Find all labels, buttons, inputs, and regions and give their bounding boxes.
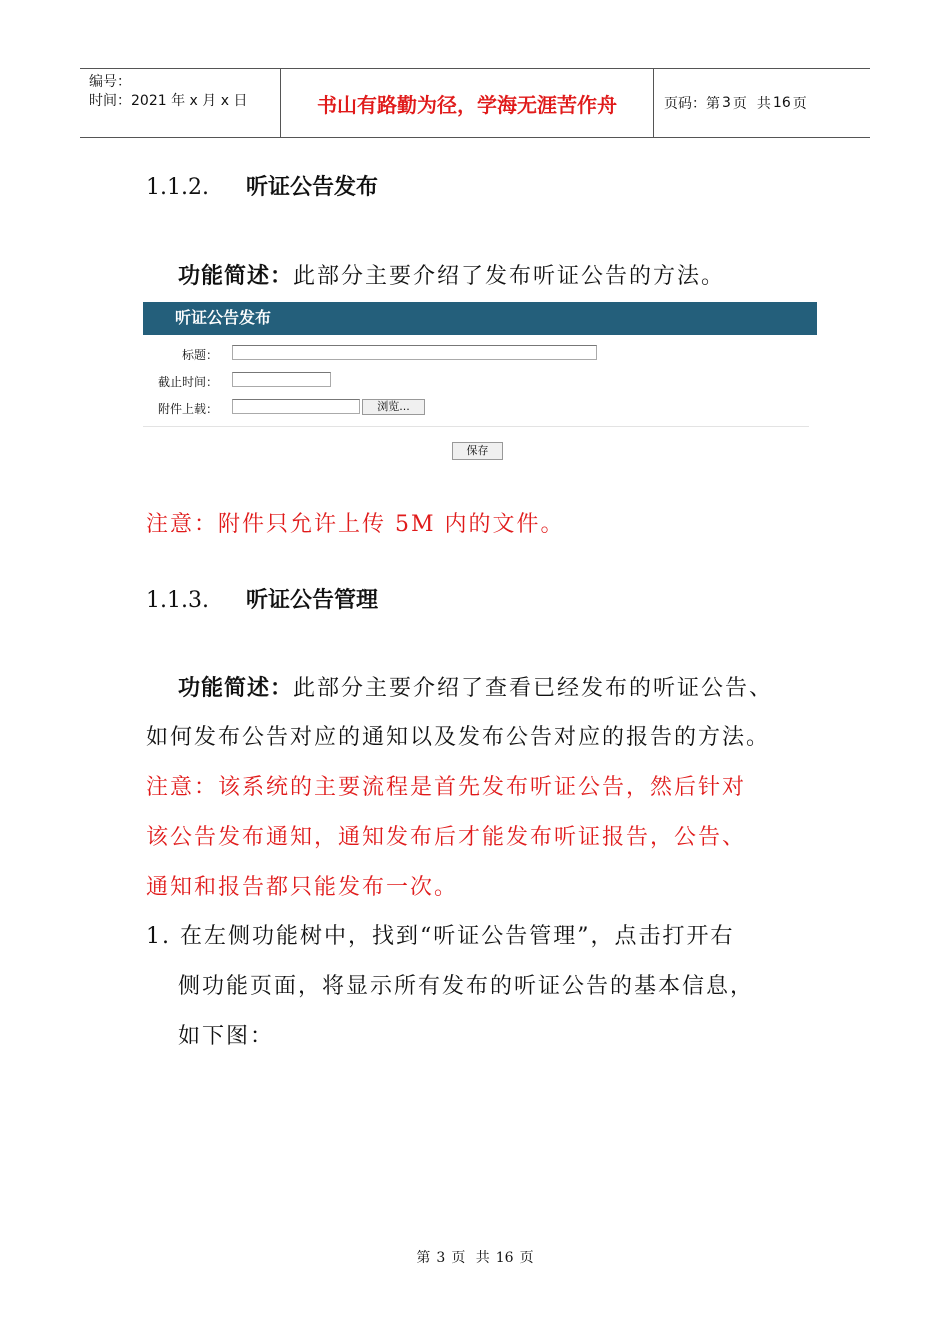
- page-label: 页码：第: [664, 96, 720, 112]
- attachment-note: 注意：附件只允许上传 5M 内的文件。: [146, 512, 565, 537]
- manage-description-line2: 如何发布公告对应的通知以及发布公告对应的报告的方法。: [146, 725, 771, 750]
- section-description: [178, 251, 725, 302]
- page-unit: 页: [732, 96, 747, 112]
- total-unit: 页: [792, 96, 807, 112]
- save-button[interactable]: 保存: [452, 442, 503, 460]
- section-title: 听证公告管理: [246, 587, 379, 613]
- number-label: 编号：: [89, 74, 131, 90]
- section-number: 1.1.2.: [146, 175, 209, 200]
- workflow-note-line1: 注意：该系统的主要流程是首先发布听证公告，然后针对: [146, 775, 747, 800]
- attachment-label: 附件上载：: [157, 402, 218, 416]
- step1-line3: 如下图：: [178, 1024, 275, 1049]
- section-heading-manage: [146, 583, 378, 614]
- page-number: 3: [722, 95, 731, 111]
- step1-line1: 1. 在左侧功能树中，找到“听证公告管理”，点击打开右: [146, 924, 735, 949]
- workflow-note-line3: 通知和报告都只能发布一次。: [146, 875, 459, 900]
- description-text: 此部分主要介绍了发布听证公告的方法。: [293, 264, 726, 289]
- footer-total-unit: 页: [519, 1250, 534, 1266]
- total-number: 16: [772, 95, 791, 111]
- deadline-input[interactable]: [232, 372, 331, 387]
- publish-form: [143, 302, 817, 466]
- header-page-info: [654, 69, 870, 137]
- footer-page-unit: 页: [451, 1250, 466, 1266]
- workflow-note-line2: 该公告发布通知，通知发布后才能发布听证报告，公告、: [146, 825, 747, 850]
- step1-line2: 侧功能页面，将显示所有发布的听证公告的基本信息，: [178, 974, 755, 999]
- header-motto: 书山有路勤为径，学海无涯苦作舟: [281, 69, 654, 137]
- section-title: 听证公告发布: [246, 174, 379, 200]
- page-footer: [0, 1247, 950, 1267]
- footer-page-number: 3: [436, 1250, 446, 1266]
- form-title-bar: 听证公告发布: [143, 302, 817, 335]
- description-label: 功能简述：: [178, 675, 294, 701]
- footer-total-number: 16: [495, 1250, 514, 1266]
- section-number: 1.1.3.: [146, 588, 209, 613]
- form-divider: [143, 426, 809, 427]
- page-header: [80, 68, 870, 138]
- deadline-label: 截止时间：: [157, 375, 218, 389]
- time-label: 时间：2021 年 x 月 x 日: [89, 93, 248, 109]
- footer-total-prefix: 共: [475, 1250, 490, 1266]
- title-input[interactable]: [232, 345, 597, 360]
- section-heading-publish: [146, 170, 378, 201]
- description-text: 此部分主要介绍了查看已经发布的听证公告、: [293, 676, 774, 701]
- footer-page-prefix: 第: [416, 1250, 431, 1266]
- title-field-label: 标题：: [181, 348, 218, 362]
- attachment-input[interactable]: [232, 399, 360, 414]
- browse-button[interactable]: 浏览...: [362, 399, 425, 415]
- manage-description-line1: [178, 663, 773, 714]
- header-meta: [80, 69, 281, 137]
- description-label: 功能简述：: [178, 263, 294, 289]
- total-label: 共: [756, 96, 771, 112]
